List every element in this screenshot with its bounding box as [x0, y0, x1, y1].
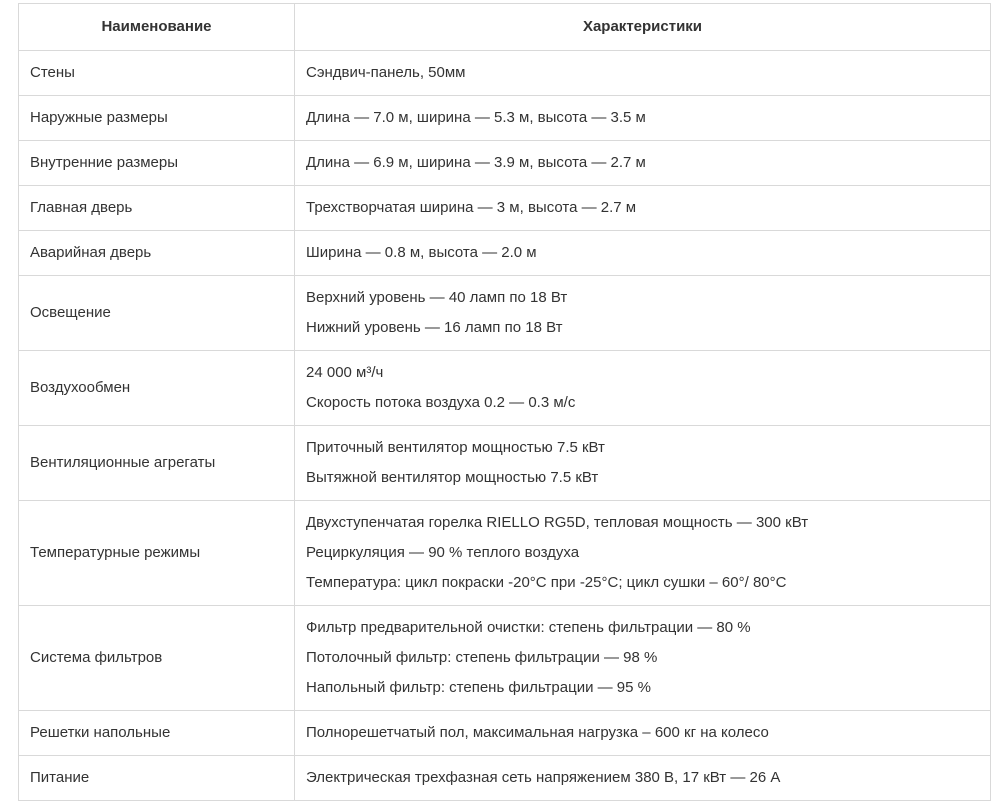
column-header-characteristics: Характеристики: [295, 4, 991, 51]
row-characteristics-cell: [295, 711, 991, 756]
table-row: [19, 186, 991, 231]
row-characteristics-cell: [295, 141, 991, 186]
row-name-cell: Освещение: [19, 276, 295, 351]
row-name-cell: Наружные размеры: [19, 96, 295, 141]
row-characteristics-cell: [295, 351, 991, 426]
row-name-cell: Температурные режимы: [19, 501, 295, 606]
characteristic-line: Приточный вентилятор мощностью 7.5 кВт: [306, 439, 605, 456]
characteristic-line: Скорость потока воздуха 0.2 — 0.3 м/с: [306, 394, 576, 411]
characteristic-line: Сэндвич-панель, 50мм: [306, 64, 466, 81]
table-row: [19, 711, 991, 756]
row-characteristics-cell: [295, 501, 991, 606]
characteristic-line: Длина — 6.9 м, ширина — 3.9 м, высота — 2.7 м: [306, 154, 646, 171]
table-row: [19, 606, 991, 711]
row-characteristics-cell: [295, 96, 991, 141]
row-name-cell: Система фильтров: [19, 606, 295, 711]
table-row: [19, 231, 991, 276]
characteristic-line: Потолочный фильтр: степень фильтрации — 98 %: [306, 649, 658, 666]
table-row: [19, 96, 991, 141]
characteristic-line: Трехстворчатая ширина — 3 м, высота — 2.7 м: [306, 199, 637, 216]
table-row: [19, 141, 991, 186]
row-characteristics-cell: [295, 756, 991, 801]
characteristic-line: Вытяжной вентилятор мощностью 7.5 кВт: [306, 469, 599, 486]
row-name-cell: Воздухообмен: [19, 351, 295, 426]
row-characteristics-cell: [295, 231, 991, 276]
row-characteristics-cell: [295, 276, 991, 351]
header-row: [19, 4, 991, 51]
characteristic-line: Рециркуляция — 90 % теплого воздуха: [306, 544, 580, 561]
row-characteristics-cell: [295, 186, 991, 231]
row-name-cell: Вентиляционные агрегаты: [19, 426, 295, 501]
characteristic-line: Длина — 7.0 м, ширина — 5.3 м, высота — 3.5 м: [306, 109, 646, 126]
row-name-cell: Решетки напольные: [19, 711, 295, 756]
spec-table-body: [19, 51, 991, 801]
characteristic-line: Ширина — 0.8 м, высота — 2.0 м: [306, 244, 537, 261]
spec-table: [18, 3, 991, 801]
row-characteristics-cell: [295, 606, 991, 711]
table-row: [19, 351, 991, 426]
row-name-cell: Стены: [19, 51, 295, 96]
characteristic-line: Нижний уровень — 16 ламп по 18 Вт: [306, 319, 563, 336]
table-row: [19, 756, 991, 801]
characteristic-line: Температура: цикл покраски -20°C при -25°C; цикл сушки – 60°/ 80°C: [306, 574, 787, 591]
row-name-cell: Главная дверь: [19, 186, 295, 231]
characteristic-line: Двухступенчатая горелка RIELLO RG5D, тепловая мощность — 300 кВт: [306, 514, 809, 531]
characteristic-line: 24 000 м³/ч: [306, 364, 384, 381]
characteristic-line: Верхний уровень — 40 ламп по 18 Вт: [306, 289, 568, 306]
characteristic-line: Напольный фильтр: степень фильтрации — 95 %: [306, 679, 651, 696]
row-characteristics-cell: [295, 51, 991, 96]
table-row: [19, 276, 991, 351]
row-name-cell: Питание: [19, 756, 295, 801]
characteristic-line: Полнорешетчатый пол, максимальная нагрузка – 600 кг на колесо: [306, 724, 769, 741]
table-row: [19, 501, 991, 606]
characteristic-line: Электрическая трехфазная сеть напряжением 380 В, 17 кВт — 26 А: [306, 769, 781, 786]
spec-table-header: [19, 4, 991, 51]
characteristic-line: Фильтр предварительной очистки: степень фильтрации — 80 %: [306, 619, 751, 636]
row-name-cell: Внутренние размеры: [19, 141, 295, 186]
column-header-name: Наименование: [19, 4, 295, 51]
row-characteristics-cell: [295, 426, 991, 501]
table-row: [19, 426, 991, 501]
row-name-cell: Аварийная дверь: [19, 231, 295, 276]
table-row: [19, 51, 991, 96]
